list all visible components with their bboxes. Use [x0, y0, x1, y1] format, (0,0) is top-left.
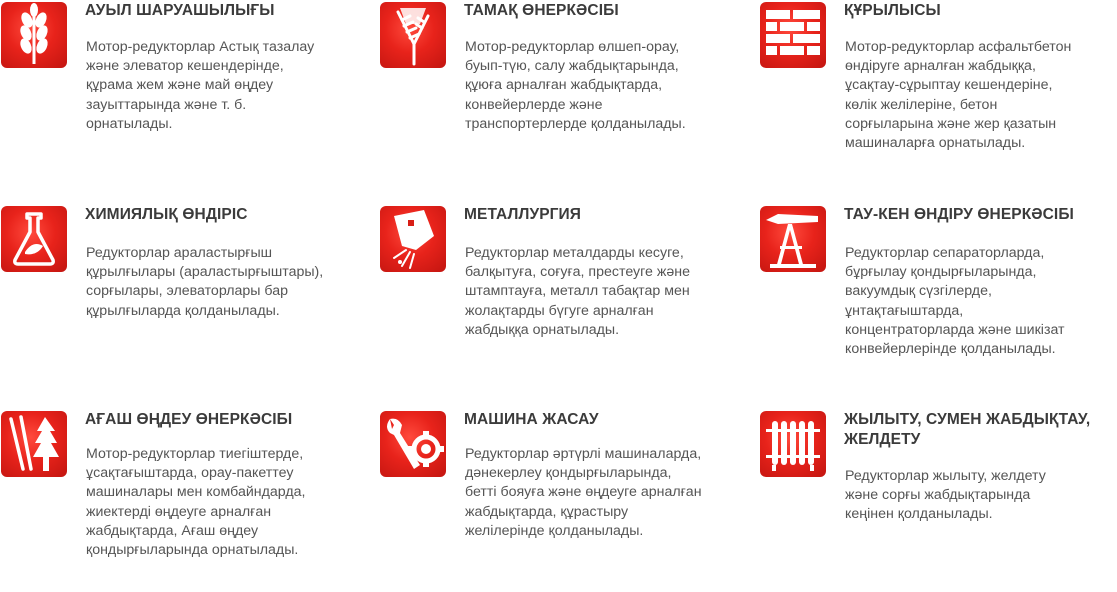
description-line: құрылғыларда қолданылады.: [86, 302, 280, 319]
description-line: жиектерді өңдеуге арналған: [86, 503, 272, 520]
description-line: вакуумдық сүзгілерде,: [845, 283, 992, 300]
description-line: ұнтақтағыштарда,: [845, 302, 964, 319]
industry-description: [845, 244, 1065, 359]
description-line: машиналары мен комбайндарда,: [86, 484, 306, 501]
wheat-icon: [1, 2, 67, 68]
industry-title: АУЫЛ ШАРУАШЫЛЫҒЫ: [85, 2, 275, 19]
grain-stalk-icon: [380, 2, 446, 68]
description-line: құрылғылары (араластырғыштары),: [86, 264, 324, 281]
description-line: зауыттарында және т. б.: [86, 96, 247, 113]
industry-title: ҚҰРЫЛЫСЫ: [844, 2, 941, 19]
industry-title: АҒАШ ӨҢДЕУ ӨНЕРКӘСІБІ: [85, 411, 293, 428]
industry-description: [465, 445, 702, 541]
description-line: Редукторлар араластырғыш: [86, 245, 273, 261]
description-line: буып-түю, салу жабдықтарында,: [465, 58, 679, 75]
description-line: балқытуға, соғуға, престеуге және: [465, 264, 690, 281]
description-line: транспортерлерде қолданылады.: [465, 115, 686, 132]
description-line: Мотор-редукторлар Астық тазалау: [86, 39, 315, 55]
description-line: машиналарға орнатылады.: [845, 135, 1026, 152]
description-line: бұрғылау қондырғыларында,: [845, 264, 1037, 281]
wrench-gear-icon: [380, 411, 446, 477]
industry-title: ХИМИЯЛЫҚ ӨНДІРІС: [85, 206, 248, 223]
industry-title: ТАУ-КЕН ӨНДІРУ ӨНЕРКӘСІБІ: [844, 206, 1074, 223]
description-line: желілерінде қолданылады.: [465, 522, 644, 539]
industry-description: [465, 244, 690, 340]
description-line: жабдыққа орнатылады.: [465, 321, 620, 338]
description-line: орнатылады.: [86, 115, 173, 132]
description-line: Мотор-редукторлар асфальтбетон: [845, 39, 1072, 55]
industry-description: [845, 467, 1046, 525]
industry-description: [845, 38, 1071, 153]
industry-title: МАШИНА ЖАСАУ: [464, 411, 599, 428]
industry-description: [86, 445, 305, 560]
description-line: конвейерлерінде қолданылады.: [845, 341, 1056, 358]
description-line: ұсақтау-сұрыптау кешендеріне,: [845, 77, 1053, 94]
radiator-icon: [760, 411, 826, 477]
industry-description: [465, 38, 686, 134]
description-line: құюға арналған жабдықтарда,: [465, 77, 663, 94]
description-line: Редукторлар сепараторларда,: [845, 245, 1045, 261]
description-line: штамптауға, металл табақтар мен: [465, 283, 690, 300]
brick-wall-icon: [760, 2, 826, 68]
trees-icon: [1, 411, 67, 477]
description-line: ұсақтағыштарда, орау-пакеттеу: [86, 465, 294, 482]
description-line: Мотор-редукторлар өлшеп-орау,: [465, 39, 680, 55]
description-line: конвейерлерде және: [465, 96, 603, 113]
industry-description: [86, 244, 323, 321]
description-line: концентраторларда және шикізат: [845, 321, 1065, 338]
industry-title: ЖЫЛЫТУ, СУМЕН ЖАБДЫҚТАУ, ЖЕЛДЕТУ: [844, 411, 1091, 448]
flask-icon: [1, 206, 67, 272]
description-line: сорғылары, элеваторлары бар: [86, 283, 289, 300]
description-line: дәнекерлеу қондырғыларында,: [465, 465, 672, 482]
ladle-icon: [380, 206, 446, 272]
description-line: өндіруге арналған жабдыққа,: [845, 58, 1036, 75]
description-line: Редукторлар әртүрлі машиналарда,: [465, 446, 702, 462]
industry-title: ТАМАҚ ӨНЕРКӘСІБІ: [464, 2, 619, 19]
description-line: Редукторлар металдарды кесуге,: [465, 245, 684, 261]
industry-title: МЕТАЛЛУРГИЯ: [464, 206, 582, 223]
description-line: кеңінен қолданылады.: [845, 506, 993, 523]
description-line: көлік желілеріне, бетон: [845, 96, 998, 113]
description-line: жабдықтарда, Ағаш өңдеу: [86, 522, 259, 539]
description-line: Мотор-редукторлар тиегіштерде,: [86, 446, 304, 462]
industry-description: [86, 38, 314, 134]
description-line: бетті бояуға және өңдеуге арналған: [465, 484, 702, 501]
description-line: және элеватор кешендерінде,: [86, 58, 284, 75]
description-line: жабдықтарда, құрастыру: [465, 503, 629, 520]
description-line: жолақтарды бүгуге арналған: [465, 302, 654, 319]
oil-pump-icon: [760, 206, 826, 272]
description-line: және сорғы жабдықтарында: [845, 487, 1031, 504]
description-line: сорғыларына және жер қазатын: [845, 115, 1057, 132]
description-line: қондырғыларында орнатылады.: [86, 542, 299, 559]
description-line: құрама жем және май өңдеу: [86, 77, 274, 94]
description-line: Редукторлар жылыту, желдету: [845, 468, 1046, 484]
